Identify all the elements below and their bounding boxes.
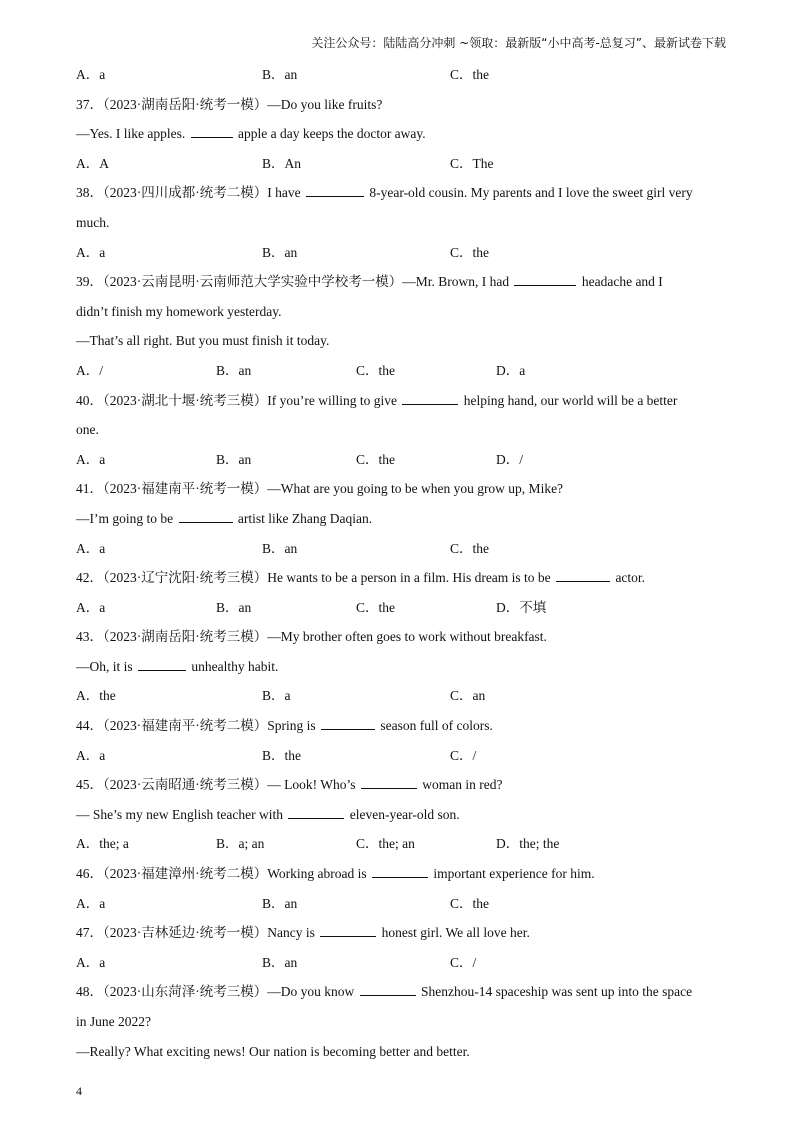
answer-blank bbox=[179, 509, 233, 523]
question-text-line bbox=[76, 415, 726, 445]
question-text-line bbox=[76, 800, 726, 830]
answer-option: A．a bbox=[76, 451, 106, 467]
answer-option: B．a; an bbox=[216, 836, 265, 852]
answer-blank bbox=[321, 716, 375, 730]
text-segment: season full of colors. bbox=[380, 718, 493, 734]
answer-options bbox=[76, 948, 726, 978]
answer-option: C．the bbox=[356, 362, 395, 378]
answer-option: A．a bbox=[76, 244, 106, 260]
text-segment: 45．（2023·云南昭通·统考三模）— Look! Who’s bbox=[76, 777, 356, 793]
text-segment: in June 2022? bbox=[76, 1014, 151, 1029]
question-text-line bbox=[76, 90, 726, 120]
text-segment: honest girl. We all love her. bbox=[381, 925, 530, 941]
answer-options bbox=[76, 741, 726, 771]
answer-option: D．不填 bbox=[496, 599, 547, 615]
text-segment: woman in red? bbox=[422, 777, 503, 793]
answer-option: A．a bbox=[76, 540, 106, 556]
answer-options bbox=[76, 829, 726, 859]
question-text-line bbox=[76, 119, 726, 149]
text-segment: 38．（2023·四川成都·统考二模）I have bbox=[76, 185, 301, 201]
text-segment: actor. bbox=[615, 570, 646, 586]
answer-option: C．the bbox=[356, 451, 395, 467]
question-text-line bbox=[76, 386, 726, 416]
answer-option: B．an bbox=[262, 244, 298, 260]
answer-option: A．a bbox=[76, 954, 106, 970]
text-segment: 43．（2023·湖南岳阳·统考三模）—My brother often goes to work without breakfast. bbox=[76, 629, 547, 645]
question-text-line bbox=[76, 977, 726, 1007]
question-text-line bbox=[76, 267, 726, 297]
question-text-line bbox=[76, 474, 726, 504]
question-text-line bbox=[76, 504, 726, 534]
answer-options bbox=[76, 445, 726, 475]
text-segment: 39．（2023·云南昆明·云南师范大学实验中学校考一模）—Mr. Brown, I had bbox=[76, 274, 510, 290]
answer-option: C．the bbox=[450, 895, 489, 911]
text-segment: 41．（2023·福建南平·统考一模）—What are you going to be when you grow up, Mike? bbox=[76, 481, 564, 497]
answer-option: A．/ bbox=[76, 362, 103, 378]
text-segment: 48．（2023·山东菏泽·统考三模）—Do you know bbox=[76, 984, 355, 1000]
text-segment: 47．（2023·吉林延边·统考一模）Nancy is bbox=[76, 925, 315, 941]
answer-option: B．an bbox=[216, 451, 252, 467]
text-segment: 42．（2023·辽宁沈阳·统考三模）He wants to be a person in a film. His dream is to be bbox=[76, 570, 551, 586]
text-segment: 37．（2023·湖南岳阳·统考一模）—Do you like fruits? bbox=[76, 96, 383, 112]
answer-blank bbox=[514, 272, 576, 286]
text-segment: eleven-year-old son. bbox=[349, 806, 460, 822]
question-text-line bbox=[76, 770, 726, 800]
text-segment: headache and I bbox=[581, 274, 663, 290]
text-segment: didn’t finish my homework yesterday. bbox=[76, 303, 282, 319]
text-segment: important experience for him. bbox=[433, 866, 595, 882]
answer-option: C．the bbox=[450, 67, 489, 82]
answer-option: B．an bbox=[216, 362, 252, 378]
question-text-line bbox=[76, 918, 726, 948]
answer-option: A．a bbox=[76, 895, 106, 911]
question-text-line bbox=[76, 711, 726, 741]
text-segment: — She’s my new English teacher with bbox=[76, 806, 283, 822]
question-text-line bbox=[76, 1007, 726, 1037]
answer-option: A．a bbox=[76, 747, 106, 763]
answer-option: B．an bbox=[216, 599, 252, 615]
text-segment: apple a day keeps the doctor away. bbox=[238, 126, 426, 142]
text-segment: —That’s all right. But you must finish it today. bbox=[76, 333, 330, 349]
answer-option: A．a bbox=[76, 599, 106, 615]
text-segment: —Yes. I like apples. bbox=[76, 126, 186, 142]
answer-option: B．an bbox=[262, 67, 298, 82]
answer-option: C．the bbox=[450, 244, 489, 260]
answer-options bbox=[76, 681, 726, 711]
answer-option: C．an bbox=[450, 688, 486, 704]
answer-blank bbox=[372, 864, 428, 878]
answer-blank bbox=[361, 775, 417, 789]
question-text-line bbox=[76, 297, 726, 327]
question-list bbox=[76, 60, 726, 1066]
answer-option: A．the bbox=[76, 688, 116, 704]
text-segment: much. bbox=[76, 214, 110, 230]
answer-option: A．the; a bbox=[76, 836, 129, 852]
answer-options bbox=[76, 356, 726, 386]
answer-option: A．A bbox=[76, 155, 109, 171]
answer-options bbox=[76, 238, 726, 268]
question-text-line bbox=[76, 859, 726, 889]
answer-blank bbox=[138, 657, 186, 671]
question-text-line bbox=[76, 178, 726, 208]
answer-option: B．the bbox=[262, 747, 301, 763]
answer-options bbox=[76, 593, 726, 623]
text-segment: one. bbox=[76, 422, 99, 438]
answer-option: B．a bbox=[262, 688, 291, 704]
answer-option: B．an bbox=[262, 954, 298, 970]
text-segment: —I’m going to be bbox=[76, 510, 174, 526]
answer-option: D．/ bbox=[496, 451, 523, 467]
page-number: 4 bbox=[76, 1084, 82, 1098]
answer-option: B．an bbox=[262, 895, 298, 911]
text-segment: unhealthy habit. bbox=[191, 658, 279, 674]
answer-option: C．the; an bbox=[356, 836, 415, 852]
answer-option: C．The bbox=[450, 155, 494, 171]
answer-option: B．an bbox=[262, 540, 298, 556]
text-segment: helping hand, our world will be a better bbox=[463, 392, 678, 408]
text-segment: —Really? What exciting news! Our nation is becoming better and better. bbox=[76, 1043, 470, 1059]
answer-blank bbox=[360, 982, 416, 996]
question-text-line bbox=[76, 326, 726, 356]
answer-option: C．the bbox=[356, 599, 395, 615]
question-text-line bbox=[76, 1037, 726, 1067]
question-text-line bbox=[76, 563, 726, 593]
text-segment: artist like Zhang Daqian. bbox=[237, 510, 373, 526]
answer-option: C．/ bbox=[450, 747, 477, 763]
answer-option: D．a bbox=[496, 362, 526, 378]
answer-option: C．/ bbox=[450, 954, 477, 970]
answer-option: D．the; the bbox=[496, 836, 560, 852]
answer-blank bbox=[320, 923, 376, 937]
answer-blank bbox=[556, 568, 610, 582]
answer-options bbox=[76, 60, 726, 90]
answer-option: A．a bbox=[76, 67, 106, 82]
text-segment: Shenzhou-14 spaceship was sent up into the space bbox=[421, 984, 693, 1000]
question-text-line bbox=[76, 652, 726, 682]
answer-blank bbox=[288, 805, 344, 819]
answer-option: B．An bbox=[262, 155, 302, 171]
answer-options bbox=[76, 149, 726, 179]
text-segment: —Oh, it is bbox=[76, 658, 133, 674]
answer-blank bbox=[306, 183, 364, 197]
question-text-line bbox=[76, 622, 726, 652]
text-segment: 46．（2023·福建漳州·统考二模）Working abroad is bbox=[76, 866, 367, 882]
answer-option: C．the bbox=[450, 540, 489, 556]
text-segment: 44．（2023·福建南平·统考二模）Spring is bbox=[76, 718, 316, 734]
text-segment: 8-year-old cousin. My parents and I love the sweet girl very bbox=[369, 185, 693, 201]
page-header: 关注公众号：陆陆高分冲刺 ~领取：最新版“小中高考-总复习”、最新试卷下载 bbox=[311, 36, 726, 50]
text-segment: 40．（2023·湖北十堰·统考三模）If you’re willing to give bbox=[76, 392, 397, 408]
answer-blank bbox=[402, 391, 458, 405]
answer-blank bbox=[191, 124, 233, 138]
answer-options bbox=[76, 534, 726, 564]
answer-options bbox=[76, 889, 726, 919]
question-text-line bbox=[76, 208, 726, 238]
